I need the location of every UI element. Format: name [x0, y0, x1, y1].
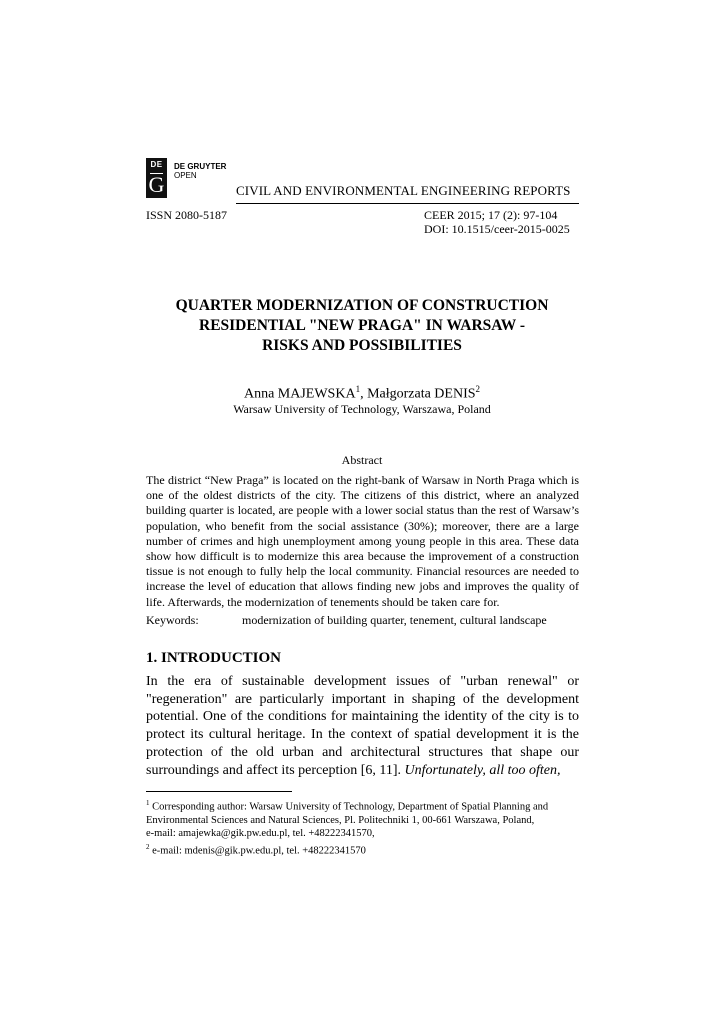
journal-doi: DOI: 10.1515/ceer-2015-0025: [424, 222, 570, 236]
introduction-italic: Unfortunately, all too often,: [404, 762, 561, 778]
footnote-2-line1: [146, 841, 579, 858]
footnote-1-line1: [146, 797, 579, 814]
footnote-1-text: Corresponding author: Warsaw University of Technology, Department of Spatial Planning and: [149, 801, 549, 813]
paper-title-line: RISKS AND POSSIBILITIES: [262, 337, 462, 354]
publisher-logo-letter: G: [148, 172, 165, 197]
publisher-name-line2: OPEN: [174, 171, 197, 180]
journal-name: CIVIL AND ENVIRONMENTAL ENGINEERING REPORTS: [236, 183, 571, 198]
journal-citation: CEER 2015; 17 (2): 97-104: [424, 208, 558, 222]
author-2-mark: 2: [475, 384, 481, 394]
introduction-text: [146, 673, 579, 779]
footnote-rule: [146, 791, 292, 792]
footnote-1-line3: e-mail: amajewka@gik.pw.edu.pl, tel. +48222341570,: [146, 828, 375, 840]
footnote-1-mark: 1: [146, 799, 150, 807]
paper-title-line: QUARTER MODERNIZATION OF CONSTRUCTION: [175, 297, 549, 314]
abstract-heading: Abstract: [341, 453, 383, 467]
keywords-label: Keywords:: [146, 613, 199, 627]
journal-issn: ISSN 2080-5187: [146, 208, 228, 222]
header-rule: [236, 203, 579, 204]
author-separator: ,: [360, 386, 368, 402]
introduction-body: In the era of sustainable development issues of "urban renewal" or "regeneration" are particularly important in shaping of the development potential. One of the conditions for maintaining the identity of the city is to protect its cultural heritage. In the context of spatial development it is the protection of the old urban and architectural structures that shape our surroundings and affect its perception [6, 11].: [146, 674, 579, 778]
footnote-2-text: e-mail: mdenis@gik.pw.edu.pl, tel. +48222341570: [149, 845, 366, 857]
keywords: [146, 613, 547, 628]
paper-authors: [120, 384, 604, 403]
footnote-2-mark: 2: [146, 842, 150, 851]
author-2: Małgorzata DENIS: [367, 386, 476, 402]
paper-title-line: RESIDENTIAL "NEW PRAGA" IN WARSAW -: [199, 317, 525, 334]
keywords-list: modernization of building quarter, tenement, cultural landscape: [242, 613, 547, 627]
publisher-name-line1: DE GRUYTER: [174, 162, 227, 171]
abstract-text: The district “New Praga” is located on the right-bank of Warsaw in North Praga which is one of the oldest districts of the city. The citizens of this district, where an analyzed building quarter is located, are people with a lower social status than the rest of Warsaw’s population, who benefit from the social assistance (30%); moreover, there are a large number of crimes and high unemployment among young people in this area. These data show how difficult is to modernize this area because the improvement of a construction tissue is not enough to fully help the local community. Financial resources are needed to increase the level of education that allows finding new jobs and improves the quality of life. Afterwards, the modernization of tenements should be taken care for.: [146, 473, 579, 609]
publisher-name: [174, 162, 226, 180]
author-1-mark: 1: [355, 384, 361, 394]
paper-title: [120, 296, 604, 356]
footnote-1-line2: Environmental Sciences and Natural Sciences, Pl. Politechniki 1, 00-661 Warszawa, Poland,: [146, 814, 535, 826]
author-1: Anna MAJEWSKA: [243, 386, 356, 402]
section-heading-introduction: 1. INTRODUCTION: [146, 650, 282, 666]
footnotes: [146, 797, 579, 858]
affiliation: Warsaw University of Technology, Warszawa, Poland: [233, 402, 491, 416]
publisher-logo-de: DE: [150, 160, 163, 169]
journal-citation-block: [424, 208, 570, 236]
